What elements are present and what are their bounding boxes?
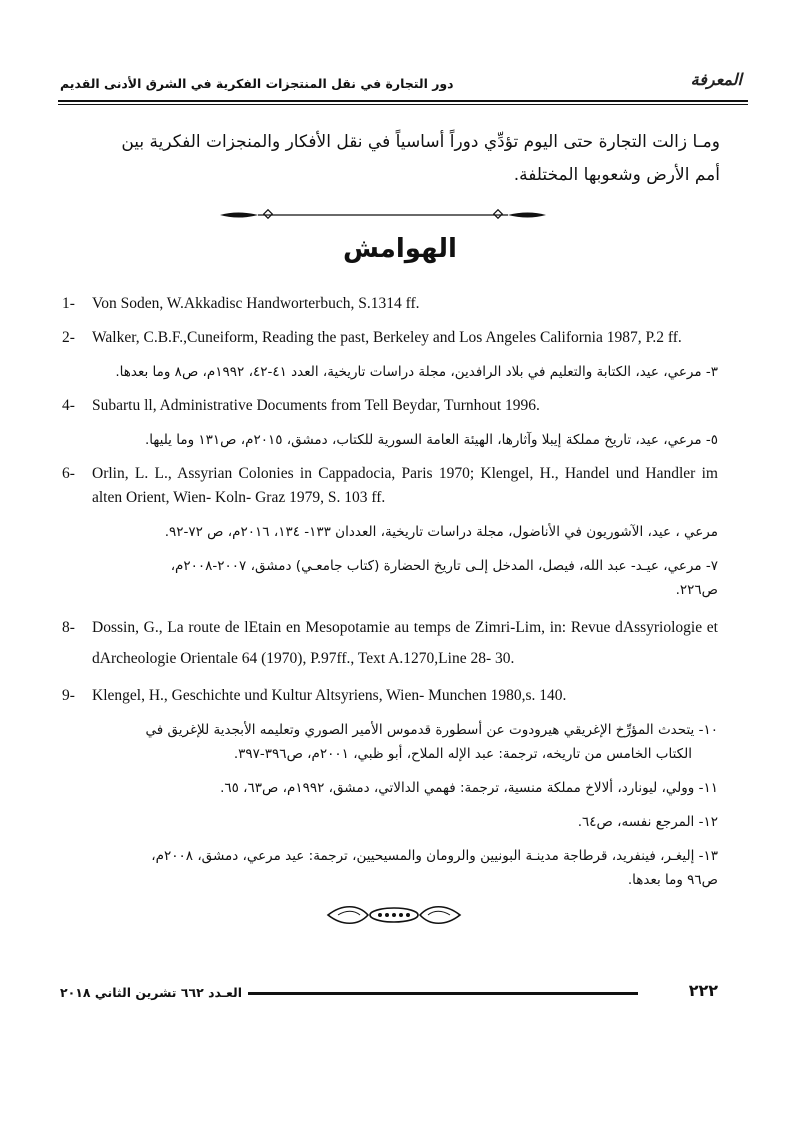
note-item (62, 718, 718, 766)
header-rule-thin (58, 104, 748, 105)
note-text-continued: ص٢٢٦. (675, 582, 718, 598)
ornamental-divider-icon (218, 204, 548, 226)
running-header-title: دور التجارة في نقل المنتجزات الفكرية في الشرق الأدنى القديم (60, 76, 454, 91)
note-number: 4- (62, 397, 75, 414)
magazine-logo: المعرفة (690, 70, 742, 89)
note-number: 2- (62, 329, 75, 346)
note-number: 8- (62, 619, 75, 636)
note-number: 1- (62, 295, 75, 312)
page-number: ٢٢٢ (688, 981, 718, 1000)
note-number: 9- (62, 687, 75, 704)
note-item: ٣- مرعي، عيد، الكتابة والتعليم في بلاد الرافدين، مجلة دراسات تاريخية، العدد ٤١-٤٢، ١٩٩٢م، ص٨ وما بعدها. (115, 364, 718, 380)
header-rule (58, 100, 748, 102)
body-paragraph (60, 126, 720, 192)
footer-rule (248, 992, 638, 995)
paragraph-line: ومـا زالت التجارة حتى اليوم تؤدِّي دوراً أساسياً في نقل الأفكار والمنجزات الفكرية بين (121, 132, 720, 152)
note-item (62, 462, 718, 510)
note-text: ١٠- يتحدث المؤرِّخ الإغريقي هيرودوت عن أسطورة قدموس الأمير الصوري وتعليمه الأبجدية للإغريق في (145, 722, 718, 738)
note-item (62, 612, 718, 674)
note-text: ١٣- إليغـر، فينفريد، قرطاجة مدينـة البونيين والرومان والمسيحيين، ترجمة: عيد مرعي، دمشق، ٢٠٠٨م، (151, 848, 718, 864)
note-text: Klengel, H., Geschichte und Kultur Altsyriens, Wien- Munchen 1980,s. 140. (92, 687, 567, 704)
note-text: Dossin, G., La route de lEtain en Mesopotamie au temps de Zimri-Lim, in: Revue dAssyriologie et dArcheologie Orientale 64 (1970), P.97ff., Text A.1270,Line 28- 30. (92, 619, 718, 667)
note-text: Von Soden, W.Akkadisc Handworterbuch, S.1314 ff. (92, 295, 420, 312)
closing-ornament-icon (324, 902, 464, 928)
note-item: ٥- مرعي، عيد، تاريخ مملكة إيبلا وآثارها، الهيئة العامة السورية للكتاب، دمشق، ٢٠١٥م، ص١٣١ وما يليها. (145, 432, 718, 448)
paragraph-line: أمم الأرض وشعوبها المختلفة. (513, 165, 720, 185)
note-text-continued: ص٩٦ وما بعدها. (627, 872, 718, 888)
note-item (62, 292, 718, 316)
note-text: Subartu ll, Administrative Documents from Tell Beydar, Turnhout 1996. (92, 397, 540, 414)
notes-heading: الهوامش (343, 234, 457, 264)
note-item: ١٢- المرجع نفسه، ص٦٤. (577, 814, 718, 830)
note-item (62, 326, 718, 350)
note-item: ١١- وولي، ليونارد، ألالاخ مملكة منسية، ترجمة: فهمي الدالاتي، دمشق، ١٩٩٢م، ص٦٣، ٦٥. (220, 780, 718, 796)
note-text-continued: الكتاب الخامس من تاريخه، ترجمة: عبد الإله الملاح، أبو ظبي، ٢٠٠١م، ص٣٩٦-٣٩٧. (233, 746, 692, 762)
note-item: مرعي ، عيد، الآشوريون في الأناضول، مجلة دراسات تاريخية، العددان ١٣٣- ١٣٤، ٢٠١٦م، ص ٧٢-٩٢. (164, 524, 718, 540)
note-item (62, 554, 718, 602)
note-number: 6- (62, 465, 75, 482)
note-text: Orlin, L. L., Assyrian Colonies in Cappadocia, Paris 1970; Klengel, H., Handel und Handler im alten Orient, Wien- Koln- Graz 1979, S. 103 ff. (92, 465, 718, 506)
notes-list (62, 292, 718, 902)
note-item (62, 394, 718, 418)
issue-info: العـدد ٦٦٢ تشرين الثاني ٢٠١٨ (60, 985, 243, 1000)
note-item (62, 844, 718, 892)
note-text: Walker, C.B.F.,Cuneiform, Reading the past, Berkeley and Los Angeles California 1987, P.2 ff. (92, 329, 682, 346)
note-item (62, 684, 718, 708)
note-text: ٧- مرعي، عيـد- عبد الله، فيصل، المدخل إلـى تاريخ الحضارة (كتاب جامعـي) دمشق، ٢٠٠٧-٢٠٠٨م، (170, 558, 718, 574)
